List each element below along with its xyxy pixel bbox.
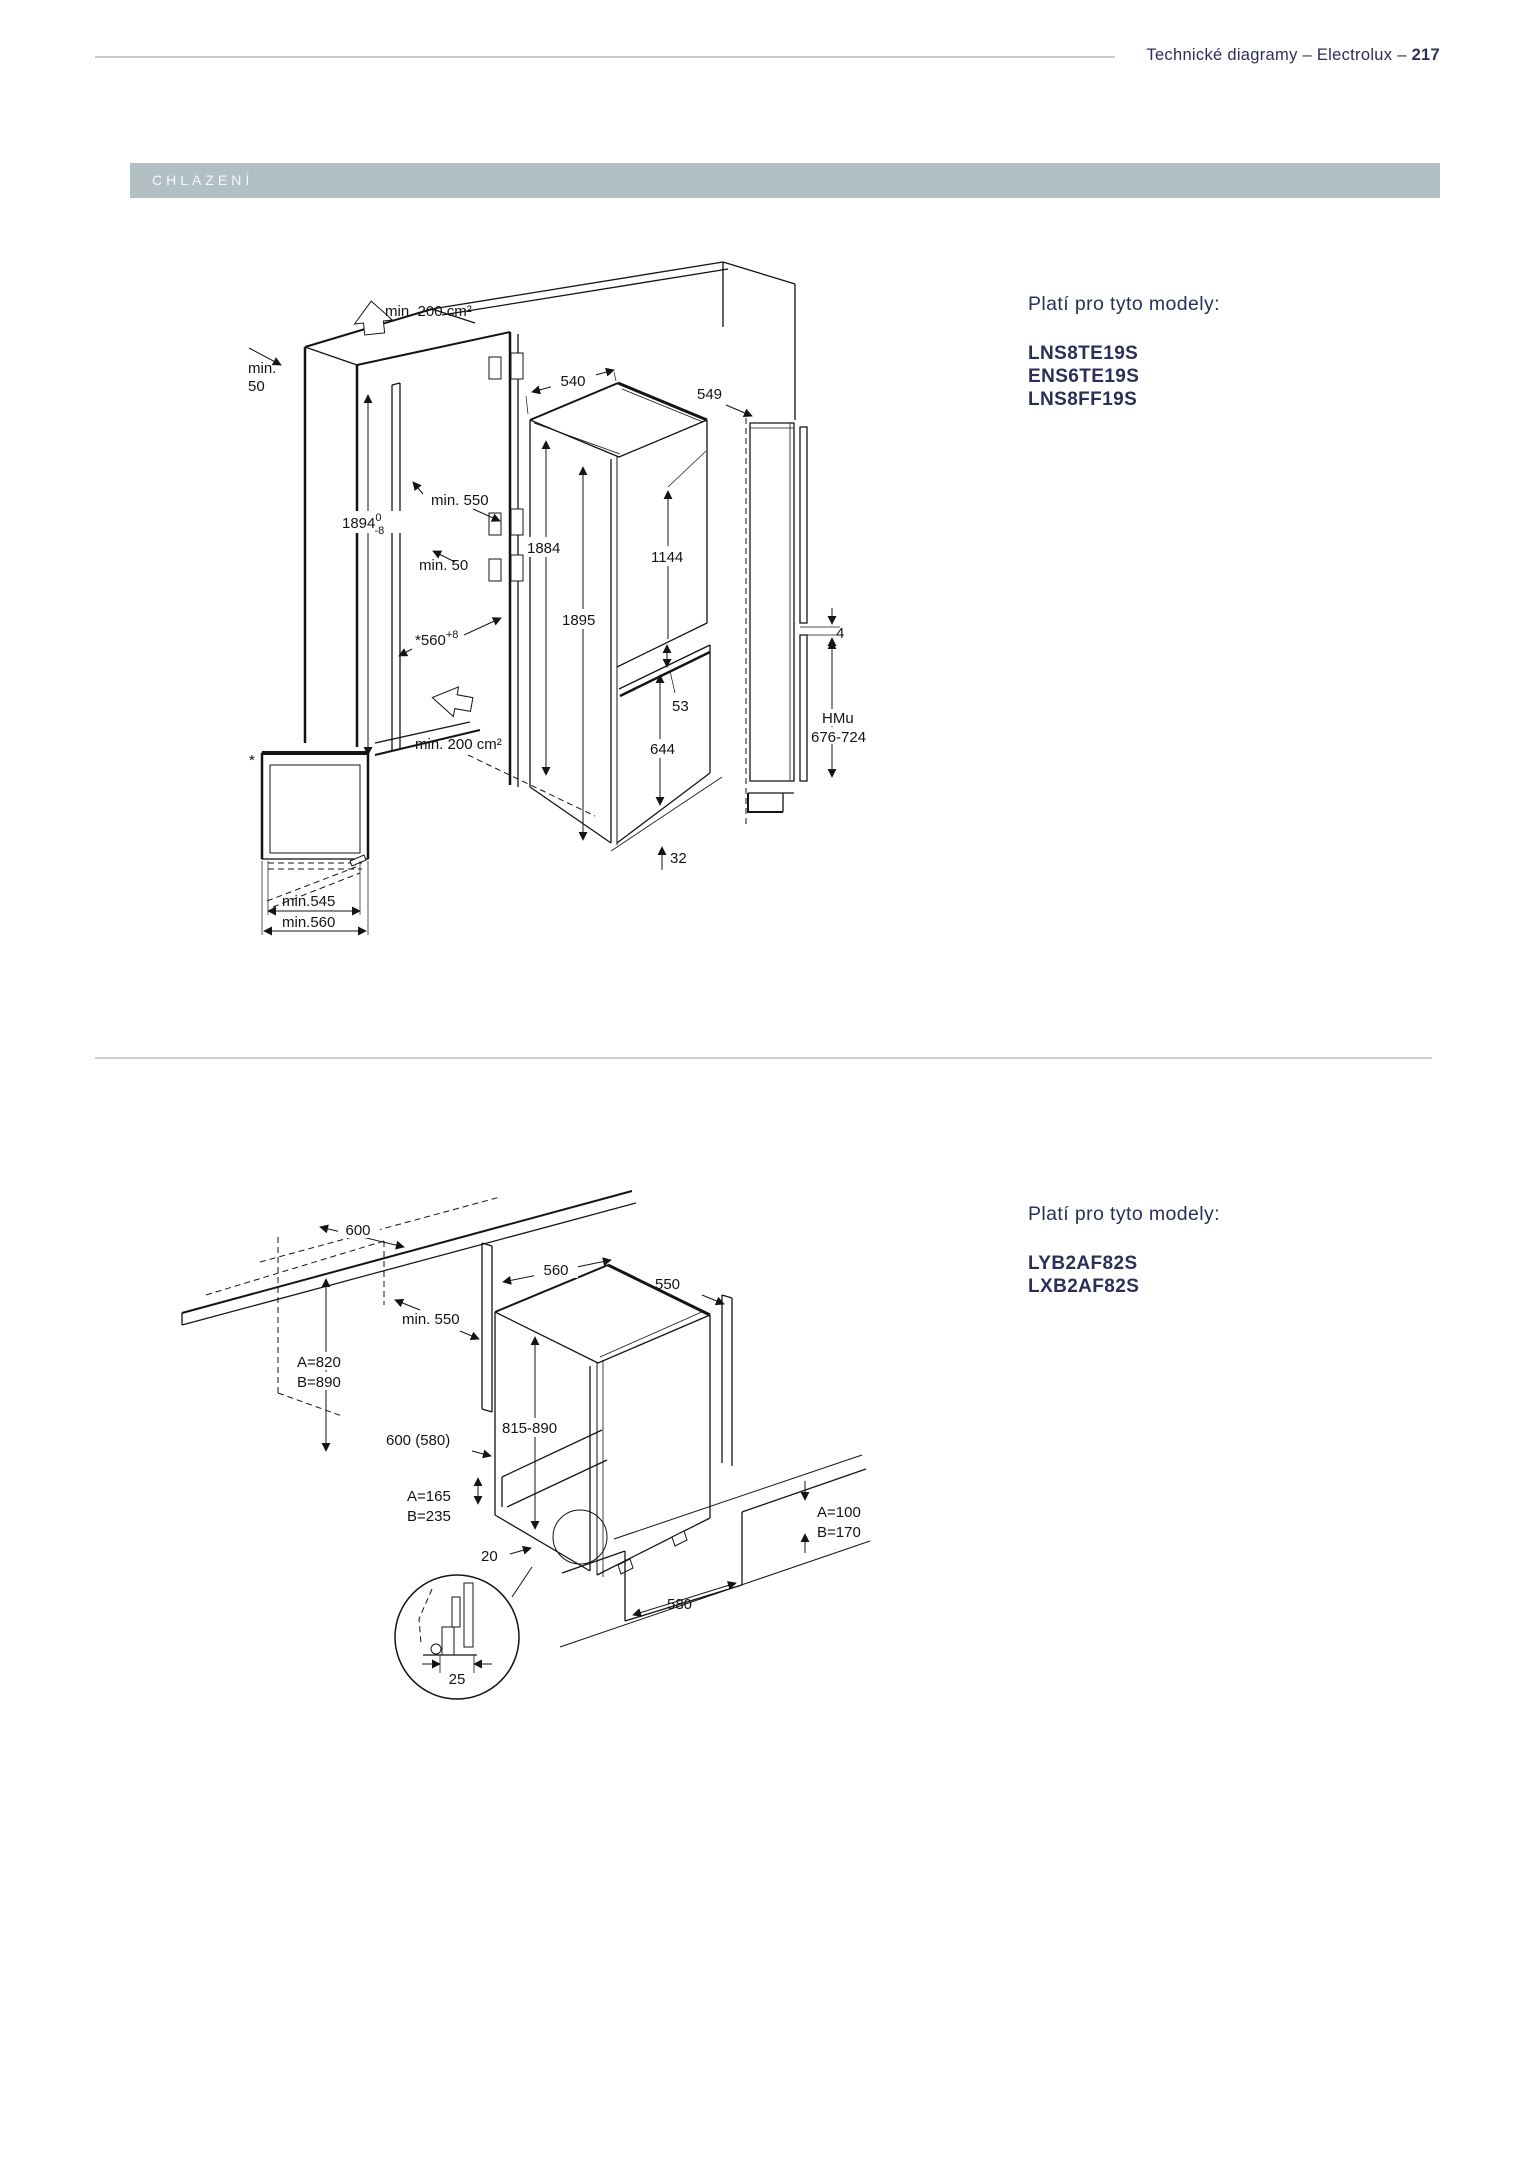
- label-min50: min. 50: [419, 557, 469, 574]
- detail-circles: [395, 1510, 607, 1699]
- label-a100: A=100: [817, 1504, 861, 1521]
- label-min560: min.560: [282, 914, 336, 931]
- model-name: LXB2AF82S: [1028, 1276, 1140, 1298]
- label-600: 600: [345, 1222, 371, 1239]
- model-name: LNS8FF19S: [1028, 389, 1138, 411]
- label-min50-top-2: 50: [248, 378, 265, 395]
- model-name: LYB2AF82S: [1028, 1253, 1138, 1274]
- diagram-under-counter-fridge: [170, 1185, 930, 1745]
- dimension-labels: [248, 303, 878, 931]
- label-32: 32: [670, 850, 687, 867]
- label-plan-star: *: [249, 752, 255, 769]
- page-number: 217: [1411, 46, 1440, 64]
- label-hmu: HMu: [822, 710, 854, 727]
- side-panel-view: [746, 418, 840, 827]
- label-644: 644: [650, 741, 676, 758]
- vent-arrow-bottom-icon: [430, 683, 475, 719]
- page-header: [95, 46, 1440, 65]
- section-banner: CHLAZENÍ: [130, 163, 1440, 198]
- label-min545: min.545: [282, 893, 336, 910]
- label-b170: B=170: [817, 1524, 861, 1541]
- models-heading-1: Platí pro tyto modely:: [1028, 293, 1220, 315]
- label-1884: 1884: [527, 540, 561, 557]
- label-580: 580: [667, 1596, 693, 1613]
- header-title: Technické diagramy – Electrolux –: [1146, 46, 1412, 64]
- model-name: LNS8TE19S: [1028, 343, 1139, 364]
- section-divider: [95, 1057, 1432, 1059]
- fridge-outline: [530, 383, 722, 851]
- label-a165: A=165: [407, 1488, 451, 1505]
- label-4: 4: [836, 625, 845, 642]
- models-heading-2: Platí pro tyto modely:: [1028, 1203, 1220, 1225]
- label-min550: min. 550: [402, 1311, 460, 1328]
- label-53: 53: [672, 698, 689, 715]
- models-list-1: [1028, 293, 1388, 412]
- plinth-outline: [560, 1455, 870, 1647]
- label-560: $*560^{+8}$: [415, 629, 459, 649]
- label-1144: 1144: [651, 549, 684, 566]
- label-25: 25: [448, 1671, 466, 1688]
- models-list-2: [1028, 1203, 1388, 1298]
- dimension-lines: [249, 348, 832, 931]
- label-560: 560: [543, 1262, 569, 1279]
- label-b890: B=890: [297, 1374, 341, 1391]
- label-a820: A=820: [297, 1354, 341, 1371]
- label-20: 20: [481, 1548, 498, 1565]
- label-vent-bottom: min. 200 cm²: [415, 736, 502, 753]
- label-min50-top-1: min.: [248, 360, 277, 377]
- label-1895: 1895: [562, 612, 596, 629]
- label-1894: 1894$^0$ -8: [342, 512, 385, 537]
- label-815-890: 815-890: [502, 1420, 558, 1437]
- counter-outline: [182, 1191, 636, 1325]
- dimension-labels: [294, 1221, 861, 1688]
- diagram-built-in-fridge-tall: [170, 215, 890, 935]
- label-550: 550: [655, 1276, 681, 1293]
- label-min550: min. 550: [431, 492, 489, 509]
- label-b235: B=235: [407, 1508, 451, 1525]
- label-549: 549: [697, 386, 723, 403]
- label-540: 540: [560, 373, 586, 390]
- label-vent-top: min. 200 cm²: [385, 303, 472, 320]
- model-name: ENS6TE19S: [1028, 366, 1140, 388]
- label-600-580: 600 (580): [386, 1432, 451, 1449]
- label-hmu-range: 676-724: [811, 729, 867, 746]
